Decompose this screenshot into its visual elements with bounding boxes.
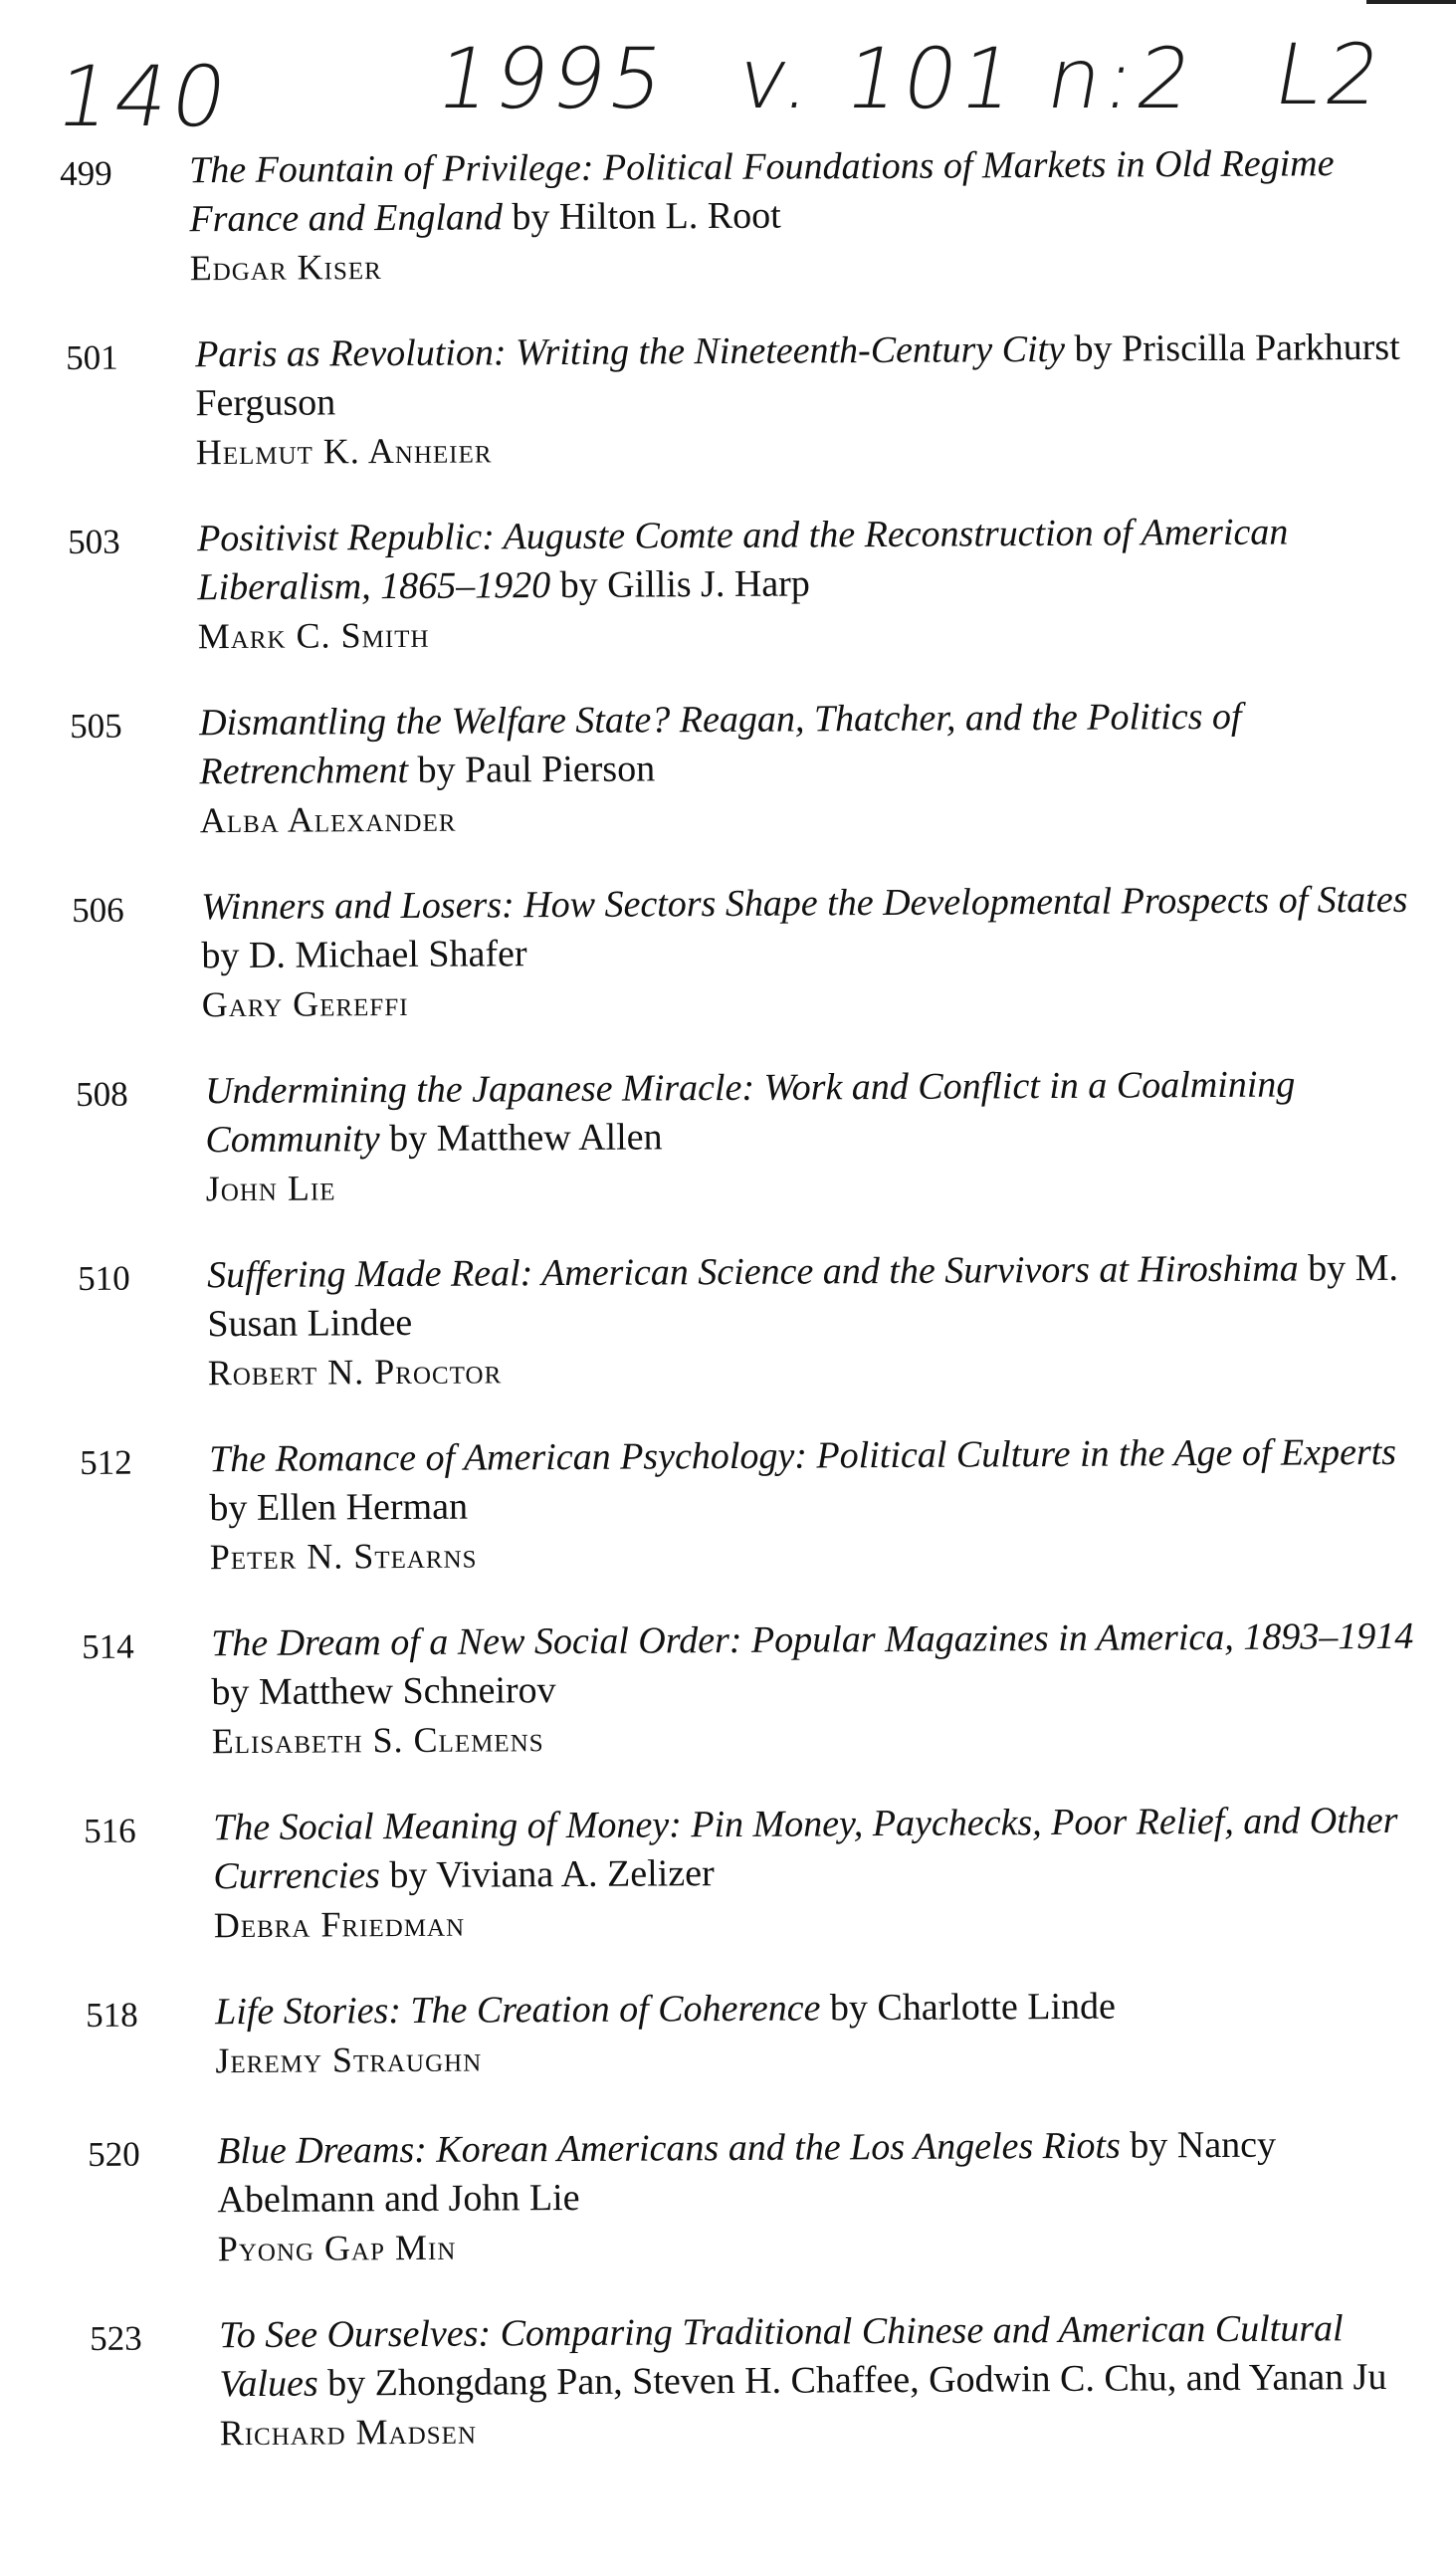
entry-content — [197, 508, 1434, 662]
handwritten-ref: 140 — [49, 48, 238, 145]
reviewer-name: John Lie — [205, 1168, 336, 1209]
review-entry — [84, 1797, 1434, 1989]
top-rule — [1366, 0, 1456, 4]
book-title: Suffering Made Real: American Science and the Survivors at Hiroshima — [207, 1247, 1299, 1297]
review-entry — [82, 1612, 1434, 1805]
book-author: by Nancy Abelmann and John Lie — [217, 2123, 1277, 2222]
entry-content — [219, 2304, 1434, 2458]
page-number: 499 — [60, 153, 112, 193]
page-number: 518 — [86, 1995, 138, 2035]
book-author: by D. Michael Shafer — [201, 933, 527, 977]
reviewer-name: Alba Alexander — [199, 798, 457, 841]
entry-content — [207, 1244, 1434, 1398]
reviewer-name: Robert N. Proctor — [207, 1351, 503, 1394]
review-entry — [72, 876, 1434, 1068]
page-number: 501 — [66, 337, 118, 377]
entry-content — [189, 139, 1434, 294]
book-author: by Paul Pierson — [417, 748, 656, 791]
page-number: 516 — [84, 1811, 136, 1850]
book-author: by Ellen Herman — [209, 1485, 469, 1530]
entry-content — [205, 1060, 1434, 1214]
book-title: The Social Meaning of Money: Pin Money, Paychecks, Poor Relief, and Other Currencies — [213, 1799, 1398, 1898]
reviewer-name: Mark C. Smith — [197, 614, 430, 657]
page-number: 508 — [76, 1074, 128, 1114]
reviewer-name: Peter N. Stearns — [209, 1535, 478, 1578]
page-number: 514 — [82, 1626, 134, 1666]
reviewer-name: Jeremy Straughn — [215, 2039, 483, 2081]
review-entry — [60, 139, 1434, 331]
page-number: 510 — [78, 1258, 130, 1298]
page-number: 506 — [72, 890, 124, 930]
page-number: 503 — [68, 522, 120, 561]
book-author: by Charlotte Linde — [829, 1985, 1117, 2030]
review-entry — [70, 692, 1434, 884]
review-entry — [80, 1428, 1434, 1620]
reviewer-name: Gary Gereffi — [201, 982, 409, 1025]
book-author: by Matthew Allen — [389, 1116, 663, 1161]
review-list — [60, 142, 1433, 2511]
review-entry — [90, 2304, 1434, 2511]
page-number: 520 — [88, 2134, 140, 2174]
reviewer-name: Edgar Kiser — [189, 247, 382, 289]
entry-content — [195, 323, 1434, 478]
book-title: The Romance of American Psychology: Political Culture in the Age of Experts — [209, 1430, 1397, 1481]
review-entry — [88, 2120, 1434, 2312]
entry-content — [213, 1797, 1434, 1950]
book-title: The Fountain of Privilege: Political Foundations of Markets in Old Regime France and England — [189, 142, 1335, 241]
handwritten-mark: L2 — [1267, 26, 1392, 123]
book-title: Dismantling the Welfare State? Reagan, Thatcher, and the Politics of Retrenchment — [199, 695, 1242, 793]
handwritten-year: 1995 — [429, 30, 676, 127]
book-title: To See Ourselves: Comparing Traditional Chinese and American Cultural Values — [219, 2307, 1344, 2406]
book-author: by Gillis J. Harp — [559, 562, 810, 606]
page-number: 523 — [90, 2318, 142, 2358]
entry-content — [215, 1981, 1434, 2085]
reviewer-name: Debra Friedman — [213, 1903, 466, 1946]
book-author: by Zhongdang Pan, Steven H. Chaffee, Godwin C. Chu, and Yanan Ju — [327, 2356, 1387, 2405]
entry-content — [201, 876, 1434, 1030]
entry-content — [199, 692, 1434, 846]
entry-content — [217, 2120, 1434, 2273]
entry-content — [209, 1428, 1434, 1583]
entry-content — [211, 1612, 1434, 1766]
review-entry — [66, 323, 1434, 516]
book-title: Undermining the Japanese Miracle: Work and Conflict in a Coalmining Community — [205, 1063, 1296, 1162]
reviewer-name: Pyong Gap Min — [217, 2227, 457, 2269]
book-title: Winners and Losers: How Sectors Shape the Developmental Prospects of States — [201, 878, 1408, 929]
book-title: Paris as Revolution: Writing the Nineteenth-Century City — [195, 327, 1066, 376]
book-author: by Hilton L. Root — [512, 194, 781, 239]
reviewer-name: Elisabeth S. Clemens — [211, 1719, 544, 1762]
book-author: by Priscilla Parkhurst Ferguson — [195, 325, 1400, 425]
book-author: by Viviana A. Zelizer — [389, 1852, 715, 1897]
handwritten-volume: v. 101 n:2 — [729, 30, 1204, 127]
reviewer-name: Richard Madsen — [219, 2411, 478, 2454]
book-title: The Dream of a New Social Order: Popular Magazines in America, 1893–1914 — [211, 1614, 1414, 1665]
review-entry — [78, 1244, 1434, 1436]
review-entry — [86, 1981, 1434, 2128]
book-title: Life Stories: The Creation of Coherence — [215, 1987, 821, 2034]
page-number: 505 — [70, 706, 122, 746]
page-number: 512 — [80, 1442, 132, 1482]
book-title: Positivist Republic: Auguste Comte and the Reconstruction of American Liberalism, 1865–1920 — [197, 511, 1289, 609]
book-title: Blue Dreams: Korean Americans and the Los Angeles Riots — [217, 2124, 1121, 2173]
book-author: by Matthew Schneirov — [211, 1669, 556, 1714]
book-author: by M. Susan Lindee — [207, 1246, 1399, 1346]
review-entry — [68, 508, 1434, 700]
reviewer-name: Helmut K. Anheier — [195, 430, 493, 473]
review-entry — [76, 1060, 1434, 1252]
